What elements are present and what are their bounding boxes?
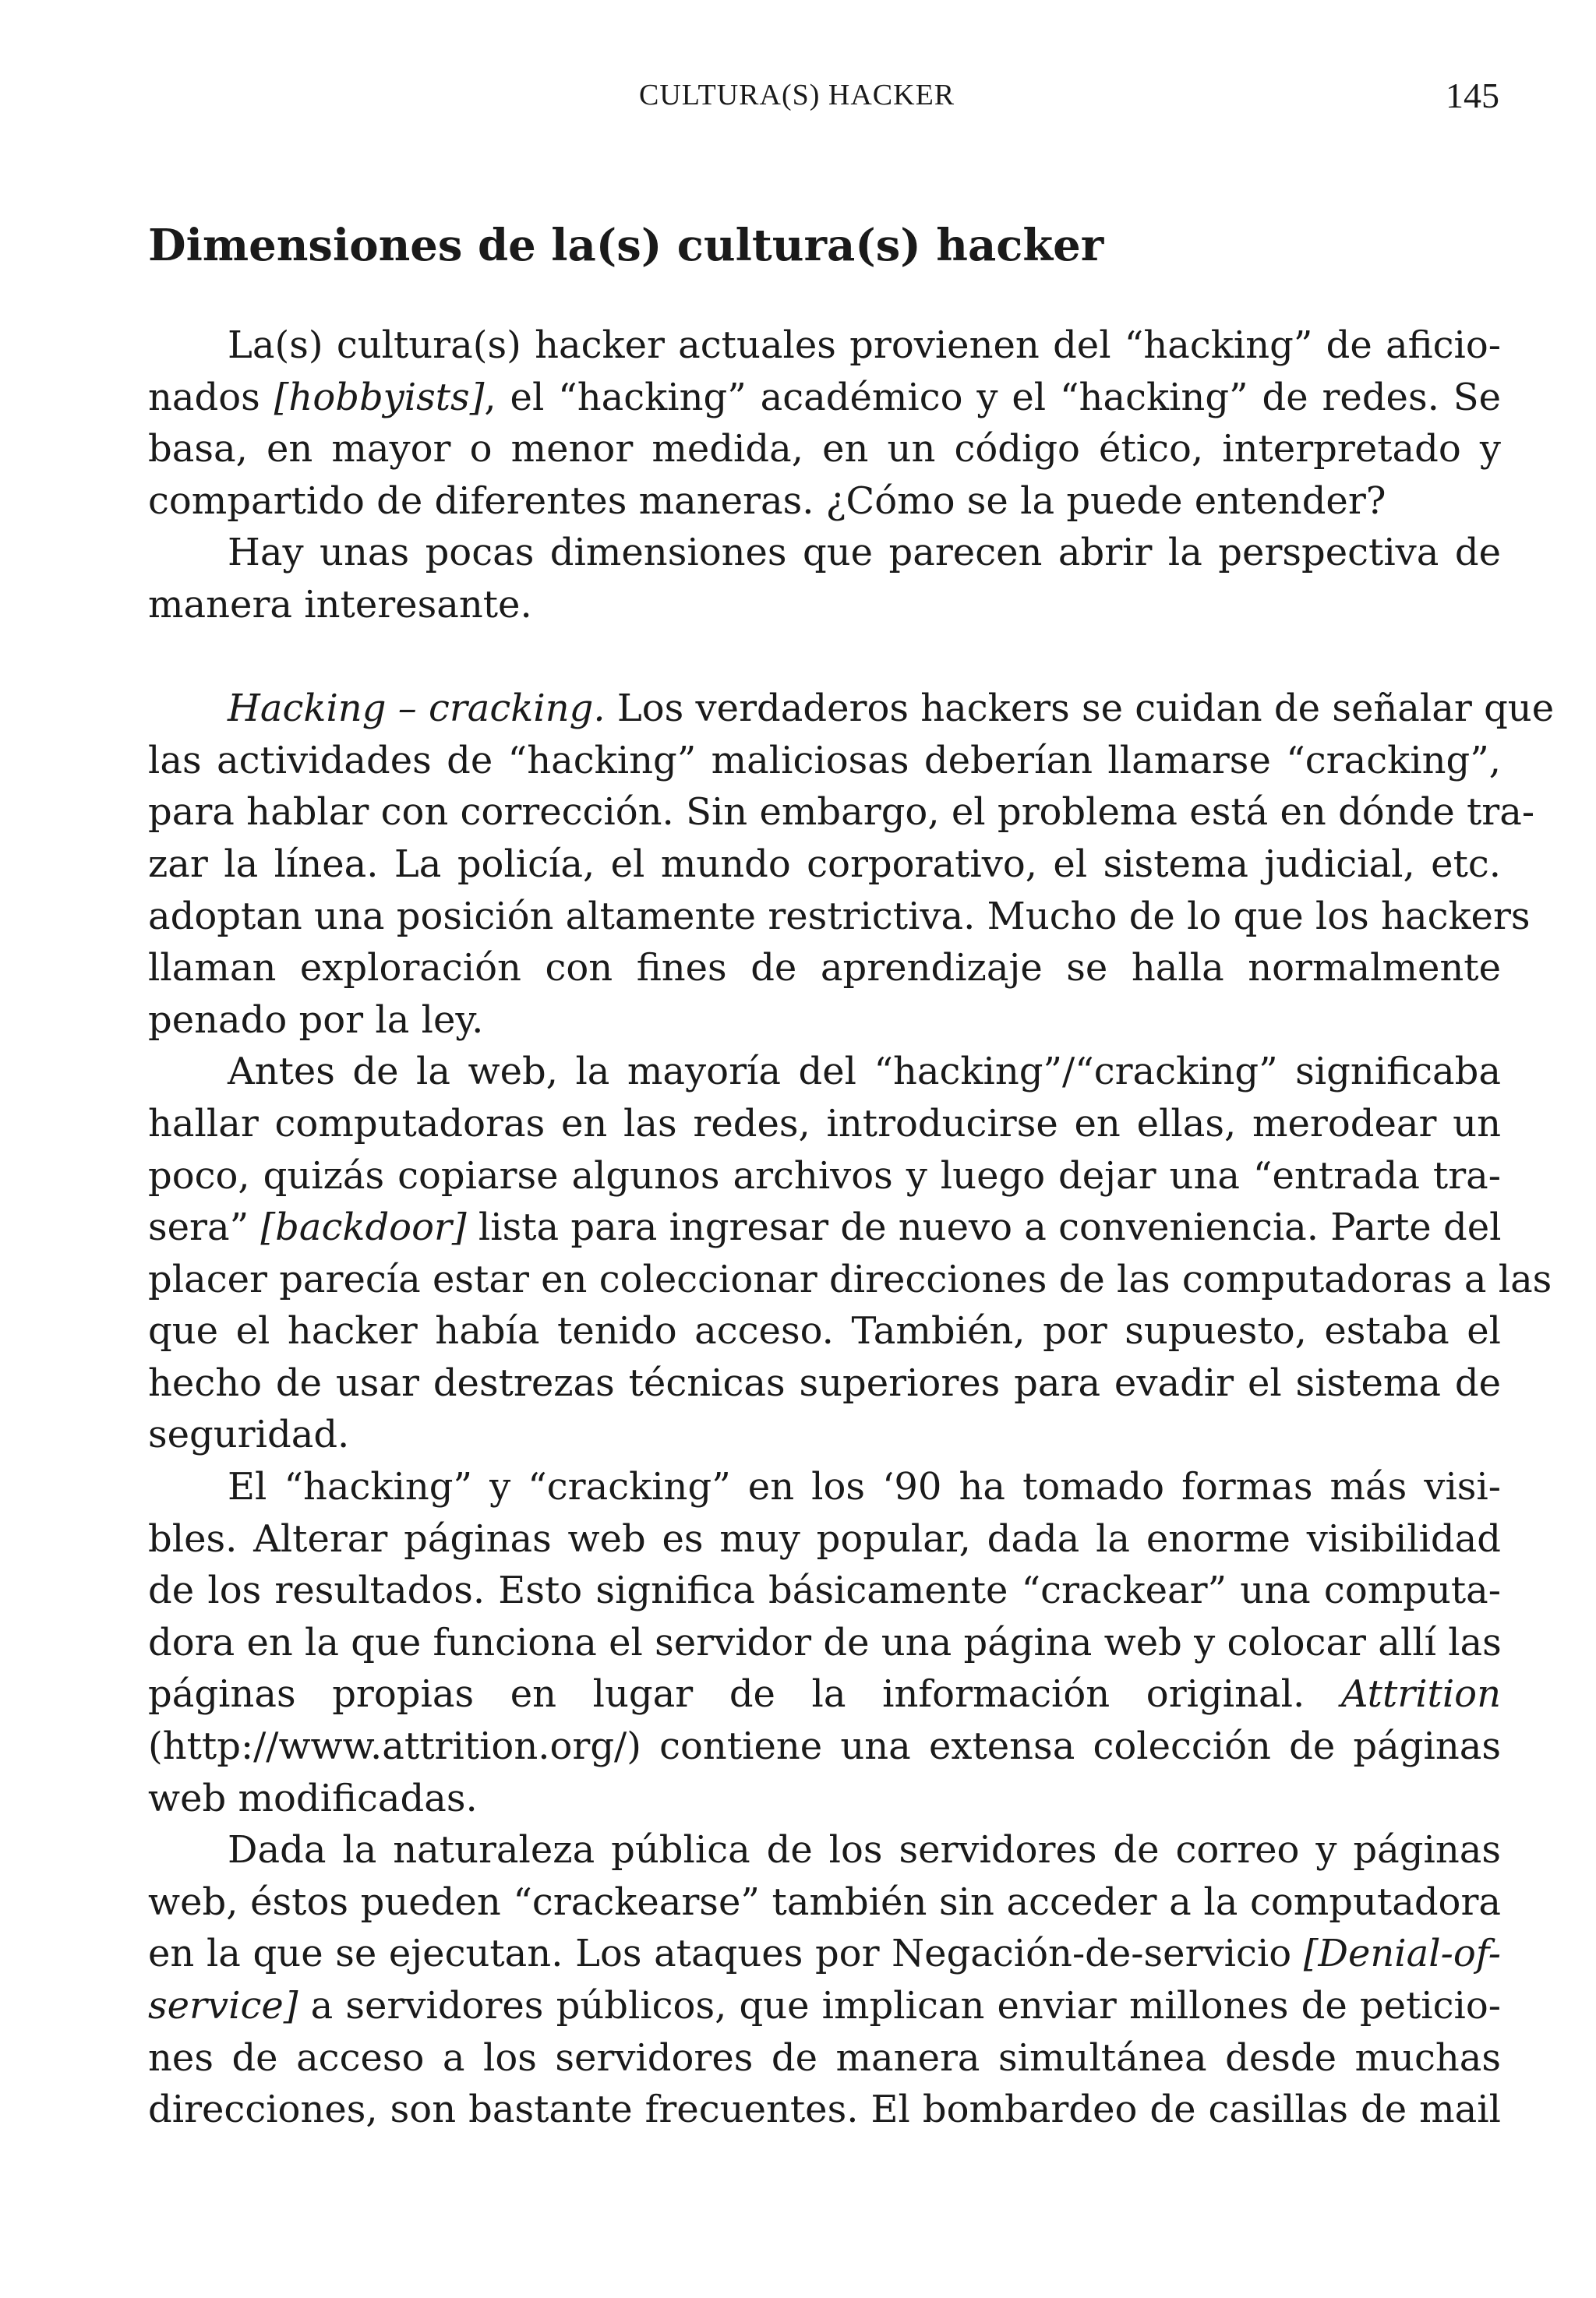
text-line: las actividades de “hacking” maliciosas deberían llamarse “cracking”, [148,738,1501,782]
text-line: web modificadas. [148,1776,478,1820]
text-line: hecho de usar destrezas técnicas superiores para evadir el sistema de [148,1361,1501,1405]
text-line: (http://www.attrition.org/) contiene una extensa colección de páginas [148,1724,1501,1769]
text-line: Dada la naturaleza pública de los servidores de correo y páginas [228,1828,1501,1873]
text-line: para hablar con corrección. Sin embargo, el problema está en dónde tra- [148,790,1535,835]
text-line: bles. Alterar páginas web es muy popular, dada la enorme visibilidad [148,1516,1501,1561]
text-line: páginas propias en lugar de la información original. Attrition [148,1672,1501,1717]
text-line: La(s) cultura(s) hacker actuales provienen del “hacking” de aficio- [228,323,1501,367]
text-line: Antes de la web, la mayoría del “hacking”/“cracking” significaba [228,1050,1501,1094]
text-line: web, éstos pueden “crackearse” también sin acceder a la computadora [148,1880,1501,1924]
text-line: poco, quizás copiarse algunos archivos y luego dejar una “entrada tra- [148,1153,1501,1198]
text-line: nados [hobbyists], el “hacking” académico y el “hacking” de redes. Se [148,375,1502,419]
text-line: El “hacking” y “cracking” en los ‘90 ha tomado formas más visi- [228,1465,1501,1509]
text-line: basa, en mayor o menor medida, en un código ético, interpretado y [148,427,1501,471]
text-line: zar la línea. La policía, el mundo corporativo, el sistema judicial, etc. [148,842,1501,886]
text-line: compartido de diferentes maneras. ¿Cómo se la puede entender? [148,478,1386,523]
page-number: 145 [1446,76,1499,115]
text-line: Hay unas pocas dimensiones que parecen abrir la perspectiva de [228,531,1501,575]
text-line: direcciones, son bastante frecuentes. El bombardeo de casillas de mail [148,2088,1501,2132]
text-line: que el hacker había tenido acceso. También, por supuesto, estaba el [148,1309,1501,1354]
paragraph [148,1461,1501,1824]
running-head: CULTURA(S) HACKER [639,79,955,111]
italic-term: [backdoor] [260,1205,467,1250]
italic-term: [hobbyists] [274,375,485,419]
paragraph [148,527,1501,630]
paragraph [148,319,1501,527]
text-line: service] a servidores públicos, que implican enviar millones de peticio- [148,1984,1501,2028]
text-line: dora en la que funciona el servidor de una página web y colocar allí las [148,1620,1502,1664]
text-line: adoptan una posición altamente restrictiva. Mucho de lo que los hackers [148,894,1531,938]
text-line: placer parecía estar en coleccionar direcciones de las computadoras a las [148,1257,1552,1301]
text-line: Hacking – cracking. Los verdaderos hackers se cuidan de señalar que [228,687,1555,731]
text-line: sera” [backdoor] lista para ingresar de nuevo a conveniencia. Parte del [148,1205,1502,1250]
paragraph [148,1824,1501,2136]
italic-term: [Denial-of- [1303,1932,1501,1976]
text-line: llaman exploración con fines de aprendizaje se halla normalmente [148,946,1501,990]
text-line: seguridad. [148,1413,350,1457]
text-line: manera interesante. [148,582,532,627]
paragraph [148,1046,1552,1461]
italic-term: service] [148,1984,298,2028]
subsection-heading: Hacking – cracking. [228,687,606,731]
text-line: penado por la ley. [148,997,484,1042]
section-title: Dimensiones de la(s) cultura(s) hacker [148,220,1104,271]
paragraph [148,683,1555,1046]
text-line: hallar computadoras en las redes, introducirse en ellas, merodear un [148,1101,1501,1145]
body-text [148,319,1555,2136]
italic-term: Attrition [1340,1672,1501,1717]
text-line: de los resultados. Esto significa básicamente “crackear” una computa- [148,1569,1501,1613]
text-line: en la que se ejecutan. Los ataques por Negación-de-servicio [Denial-of- [148,1932,1501,1976]
text-line: nes de acceso a los servidores de manera simultánea desde muchas [148,2035,1501,2080]
